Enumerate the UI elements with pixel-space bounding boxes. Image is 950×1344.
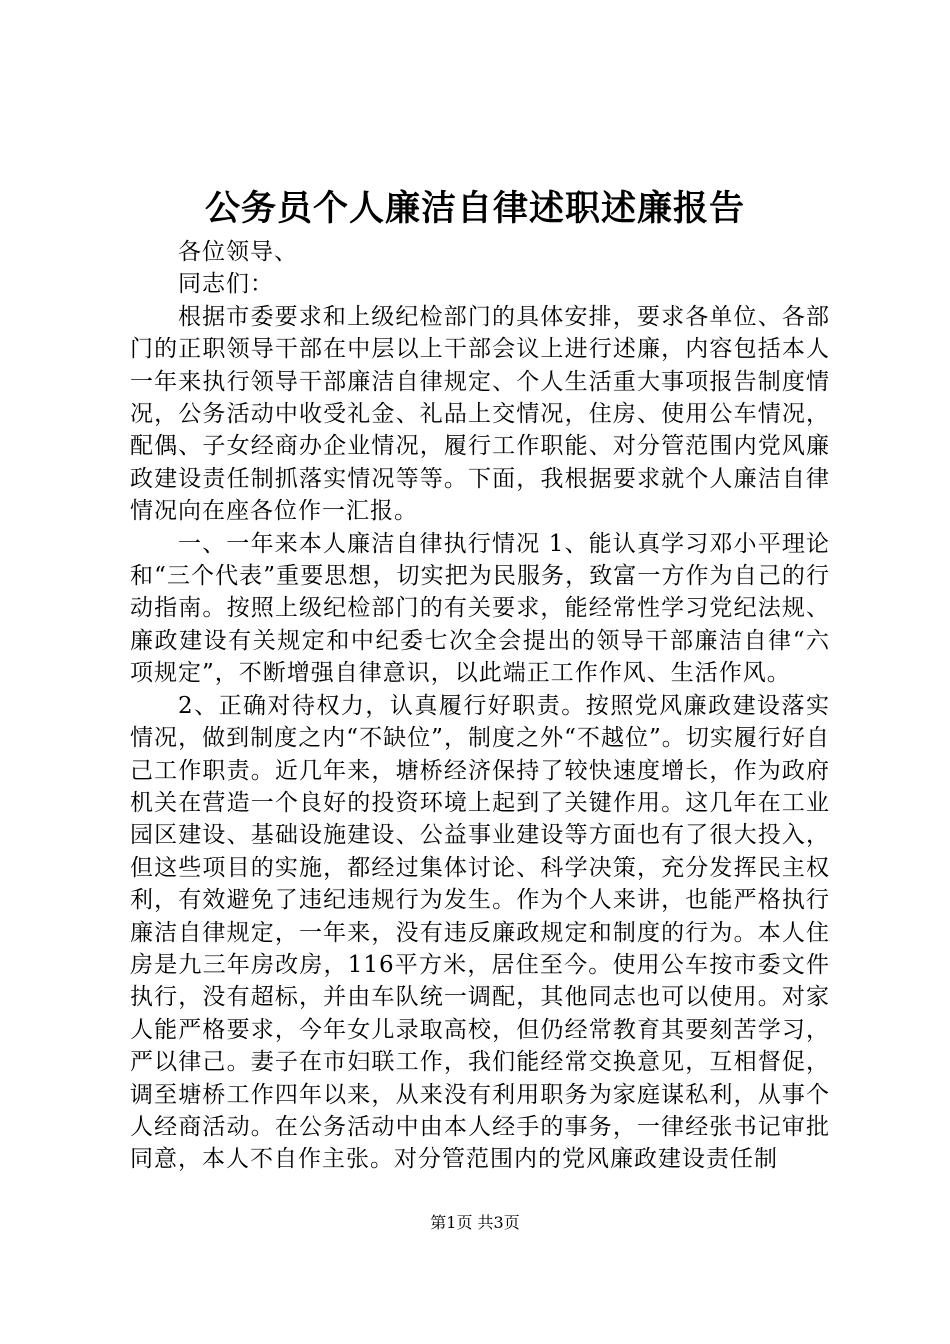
paragraph-section-2: 2、正确对待权力，认真履行好职责。按照党风廉政建设落实情况，做到制度之内“不缺位”，制度之外“不越位”。切实履行好自己工作职责。近几年来，塘桥经济保持了较快速度增长，作为政府机关在营造一个良好的投资环境上起到了关键作用。这几年在工业园区建设、基础设施建设、公益事业建设等方面也有了很大投入，但这些项目的实施，都经过集体讨论、科学决策，充分发挥民主权利，有效避免了违纪违规行为发生。作为个人来讲，也能严格执行廉洁自律规定，一年来，没有违反廉政规定和制度的行为。本人住房是九三年房改房，116平方米，居住至今。使用公车按市委文件执行，没有超标，并由车队统一调配，其他同志也可以使用。对家人能严格要求，今年女儿录取高校，但仍经常教育其要刻苦学习，严以律己。妻子在市妇联工作，我们能经常交换意见，互相督促，调至塘桥工作四年以来，从来没有利用职务为家庭谋私利，从事个人经商活动。在公务活动中由本人经手的事务，一律经张书记审批同意，本人不自作主张。对分管范围内的党风廉政建设责任制 (130, 692, 830, 1173)
document-title: 公务员个人廉洁自律述职述廉报告 (204, 188, 745, 229)
salutation-line-2: 同志们： (178, 271, 274, 298)
paragraph-section-1: 一、一年来本人廉洁自律执行情况 1、能认真学习邓小平理论和“三个代表”重要思想，切实把为民服务，致富一方作为自己的行动指南。按照上级纪检部门的有关要求，能经常性学习党纪法规、廉政建设有关规定和中纪委七次全会提出的领导干部廉洁自律“六项规定”，不断增强自律意识，以此端正工作作风、生活作风。 (130, 530, 830, 687)
paragraph-intro: 根据市委要求和上级纪检部门的具体安排，要求各单位、各部门的正职领导干部在中层以上干部会议上进行述廉，内容包括本人一年来执行领导干部廉洁自律规定、个人生活重大事项报告制度情况，公务活动中收受礼金、礼品上交情况，住房、使用公车情况，配偶、子女经商办企业情况，履行工作职能、对分管范围内党风廉政建设责任制抓落实情况等等。下面，我根据要求就个人廉洁自律情况向在座各位作一汇报。 (130, 303, 830, 525)
page-footer: 第1页 共3页 (430, 1213, 520, 1232)
salutation-line-1: 各位领导、 (178, 239, 298, 265)
document-body (130, 236, 830, 1176)
